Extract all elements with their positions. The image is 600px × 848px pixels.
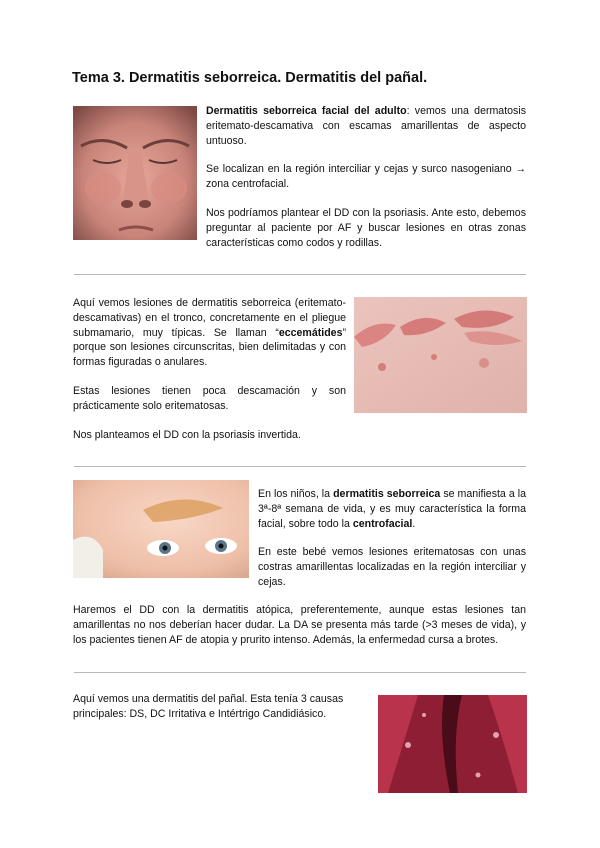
divider	[74, 274, 526, 275]
infant-seborrheic-description: En los niños, la dermatitis seborreica se manifiesta a la 3ª-8ª semana de vida, y es muy característica la forma facial, sobre todo la centrofacial. En este bebé vemos lesiones eritematosas con unas costras amarillentas localizadas en la región interciliar y cejas.	[258, 488, 526, 588]
baby-face-photo	[73, 480, 249, 578]
trunk-lesions-description: Aquí vemos lesiones de dermatitis seborreica (eritemato-descamativas) en el tronco, concretamente en el pliegue submamario, muy típicas. Se llaman “eccemátides” porque son lesiones circunscritas, bien delimitadas y con formas figuradas o anulares. Estas lesiones tienen poca descamación y son prácticamente solo eritematosas. Nos planteamos el DD con la psoriasis invertida.	[73, 297, 346, 441]
page-title: Tema 3. Dermatitis seborreica. Dermatitis del pañal.	[72, 70, 428, 86]
diaper-dermatitis-description: Aquí vemos una dermatitis del pañal. Esta tenía 3 causas principales: DS, DC Irritativa e Intértrigo Candidiásico.	[73, 693, 344, 720]
atopic-differential-paragraph: Haremos el DD con la dermatitis atópica, preferentemente, aunque estas lesiones tan amarillentas no nos deberían hacer dudar. La DA se presenta más tarde (>3 meses de vida), y los pacientes tienen AF de atopia y prurito intenso. Además, la enfermedad cursa a brotes.	[73, 604, 526, 646]
adult-face-photo	[73, 106, 197, 240]
adult-seborrheic-description: Dermatitis seborreica facial del adulto: vemos una dermatosis eritemato-descamativa con escamas amarillentas de aspecto untuoso. Se localizan en la región interciliar y cejas y surco nasogeniano → zona centrofacial. Nos podríamos plantear el DD con la psoriasis. Ante esto, debemos preguntar al paciente por AF y buscar lesiones en otras zonas características como codos y rodillas.	[206, 105, 526, 249]
trunk-lesions-photo	[354, 297, 527, 413]
divider	[74, 672, 526, 673]
divider	[74, 466, 526, 467]
diaper-dermatitis-photo	[378, 695, 527, 793]
